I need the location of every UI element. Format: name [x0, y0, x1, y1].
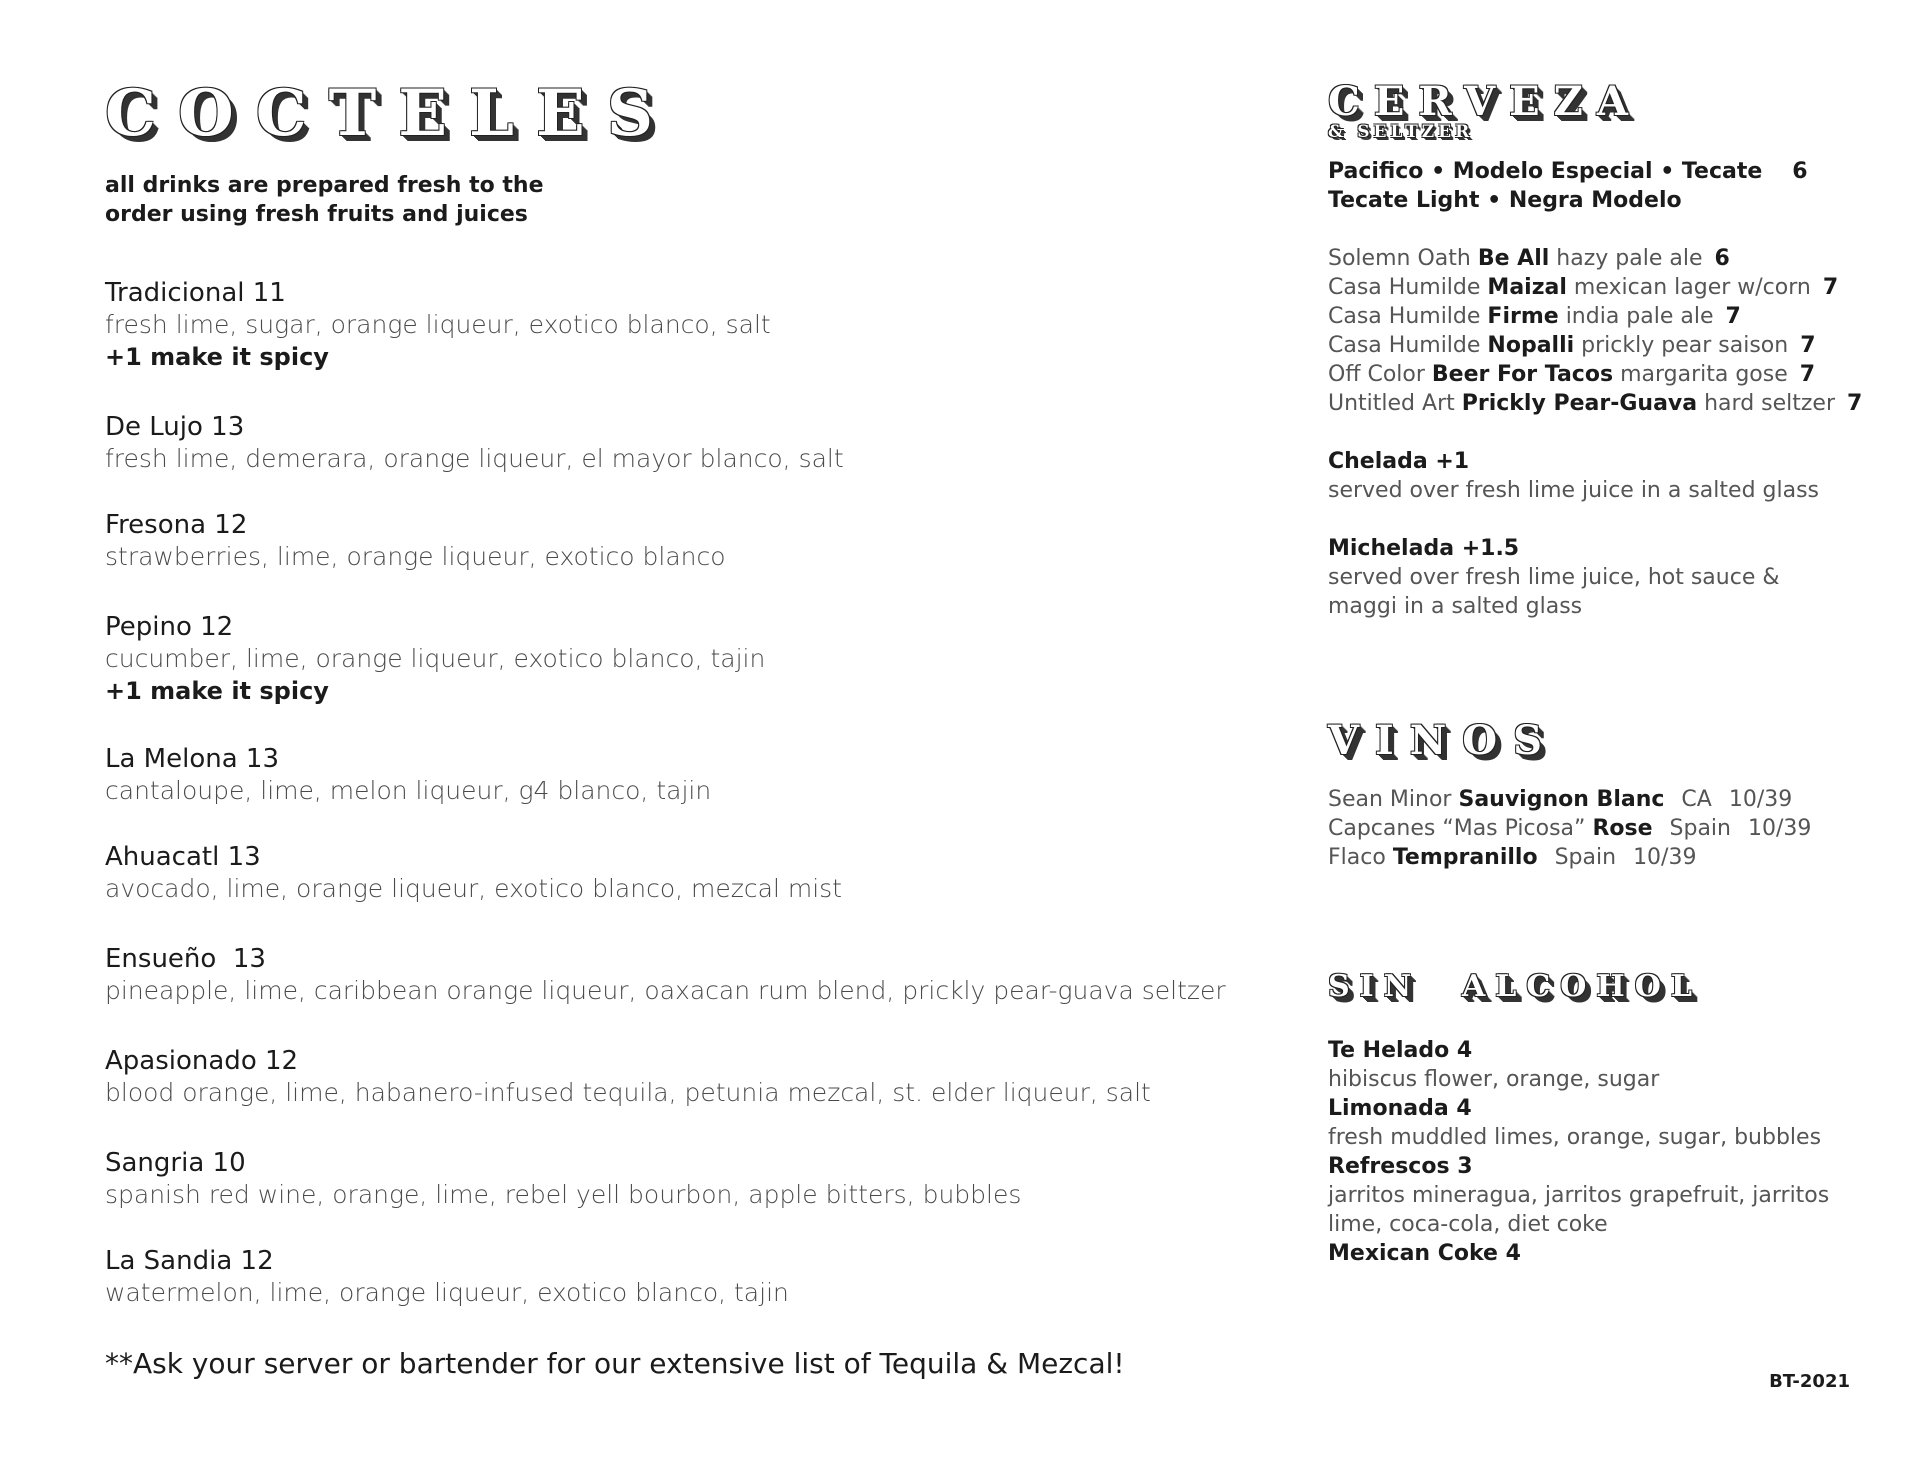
- ask-note: **Ask your server or bartender for our extensive list of Tequila & Mezcal!: [105, 1347, 1125, 1380]
- michelada-name: Michelada +1.5: [1328, 536, 1520, 561]
- sin-item-name: Refrescos 3: [1328, 1154, 1473, 1179]
- drink-name: Apasionado 12: [105, 1046, 299, 1076]
- wine-item: [1328, 814, 1908, 843]
- drink-item: [105, 943, 1285, 1007]
- wine-name: Tempranillo: [1392, 845, 1538, 870]
- wine-region: Spain: [1669, 816, 1731, 841]
- michelada: [1328, 534, 1908, 621]
- intro-line-2: order using fresh fruits and juices: [105, 202, 528, 227]
- intro-line-1: all drinks are prepared fresh to the: [105, 173, 544, 198]
- beer-style: india pale ale: [1565, 304, 1714, 329]
- wine-item: [1328, 785, 1908, 814]
- brewery: Casa Humilde: [1328, 304, 1481, 329]
- wine-name: Rose: [1592, 816, 1653, 841]
- wine-name: Sauvignon Blanc: [1458, 787, 1665, 812]
- beer-name: Maizal: [1487, 275, 1567, 300]
- cocteles-intro: [105, 171, 625, 229]
- michelada-desc-2: maggi in a salted glass: [1328, 594, 1583, 619]
- beer-price: 6: [1714, 246, 1730, 271]
- drink-desc: watermelon, lime, orange liqueur, exotico blanco, tajin: [105, 1278, 789, 1307]
- drink-name: La Sandia 12: [105, 1246, 274, 1276]
- michelada-desc-1: served over fresh lime juice, hot sauce &: [1328, 565, 1780, 590]
- sin-item-name: Te Helado 4: [1328, 1038, 1473, 1063]
- craft-beer-list: [1328, 244, 1908, 418]
- sin-item-name: Mexican Coke 4: [1328, 1241, 1521, 1266]
- cerveza-section: [1328, 78, 1908, 621]
- drink-name: Ahuacatl 13: [105, 842, 261, 872]
- drink-item: [105, 1045, 1285, 1109]
- domestic-line-2: Tecate Light • Negra Modelo: [1328, 188, 1682, 213]
- wine-price: 10/39: [1728, 787, 1793, 812]
- wine-list: [1328, 785, 1908, 872]
- sin-alcohol-list: [1328, 1036, 1908, 1268]
- drink-item: [105, 411, 1285, 475]
- drink-desc: avocado, lime, orange liqueur, exotico blanco, mezcal mist: [105, 874, 842, 903]
- drink-item: [105, 841, 1285, 905]
- sin-item-name: Limonada 4: [1328, 1096, 1472, 1121]
- sin-alcohol-section: [1328, 969, 1908, 1268]
- drink-name: La Melona 13: [105, 744, 280, 774]
- drink-name: Pepino 12: [105, 612, 234, 642]
- drink-item: [105, 1147, 1285, 1211]
- chelada-desc: served over fresh lime juice in a salted glass: [1328, 478, 1820, 503]
- chelada: [1328, 447, 1908, 505]
- drink-desc: cantaloupe, lime, melon liqueur, g4 blanco, tajin: [105, 776, 712, 805]
- sin-alcohol-title: SIN ALCOHOL: [1328, 969, 1702, 1004]
- sin-item-desc: fresh muddled limes, orange, sugar, bubbles: [1328, 1125, 1822, 1150]
- craft-beer-item: [1328, 360, 1908, 389]
- drink-name: Fresona 12: [105, 510, 248, 540]
- drink-item: [105, 277, 1285, 373]
- domestic-beers: [1328, 157, 1908, 215]
- domestic-line-1: [1328, 157, 1908, 186]
- beer-price: 7: [1800, 333, 1816, 358]
- drink-item: [105, 611, 1285, 707]
- domestic-price: 6: [1792, 159, 1808, 184]
- vinos-section: [1328, 717, 1908, 872]
- craft-beer-item: [1328, 389, 1908, 418]
- craft-beer-item: [1328, 273, 1908, 302]
- beer-style: margarita gose: [1620, 362, 1788, 387]
- drink-item: [105, 1245, 1285, 1309]
- cerveza-subtitle: & SELTZER: [1328, 122, 1474, 142]
- cocteles-title: COCTELES: [105, 76, 676, 151]
- beer-style: mexican lager w/corn: [1573, 275, 1811, 300]
- chelada-name: Chelada +1: [1328, 449, 1470, 474]
- drink-name: Ensueño 13: [105, 944, 266, 974]
- craft-beer-item: [1328, 244, 1908, 273]
- beer-name: Beer For Tacos: [1431, 362, 1614, 387]
- brewery: Casa Humilde: [1328, 275, 1481, 300]
- wine-item: [1328, 843, 1908, 872]
- sin-item-desc: hibiscus flower, orange, sugar: [1328, 1067, 1660, 1092]
- brewery: Casa Humilde: [1328, 333, 1481, 358]
- beer-name: Prickly Pear-Guava: [1461, 391, 1698, 416]
- drink-extra: +1 make it spicy: [105, 677, 329, 705]
- craft-beer-item: [1328, 302, 1908, 331]
- wine-price: 10/39: [1633, 845, 1697, 870]
- beer-price: 7: [1725, 304, 1741, 329]
- drink-desc: fresh lime, sugar, orange liqueur, exotico blanco, salt: [105, 310, 771, 339]
- cerveza-title: CERVEZA: [1328, 78, 1642, 125]
- drink-desc: blood orange, lime, habanero-infused tequila, petunia mezcal, st. elder liqueur, salt: [105, 1078, 1151, 1107]
- drink-name: Sangria 10: [105, 1148, 246, 1178]
- beer-style: prickly pear saison: [1581, 333, 1789, 358]
- brewery: Solemn Oath: [1328, 246, 1471, 271]
- sin-item-desc: lime, coca-cola, diet coke: [1328, 1212, 1608, 1237]
- beer-style: hard seltzer: [1704, 391, 1836, 416]
- cocteles-section: [105, 76, 1285, 1381]
- drink-desc: spanish red wine, orange, lime, rebel yell bourbon, apple bitters, bubbles: [105, 1180, 1022, 1209]
- beer-price: 7: [1847, 391, 1863, 416]
- wine-producer: Sean Minor: [1328, 787, 1452, 812]
- brewery: Off Color: [1328, 362, 1425, 387]
- vinos-title: VINOS: [1328, 717, 1559, 764]
- brewery: Untitled Art: [1328, 391, 1455, 416]
- drink-extra: +1 make it spicy: [105, 343, 329, 371]
- drink-desc: cucumber, lime, orange liqueur, exotico blanco, tajin: [105, 644, 766, 673]
- wine-region: CA: [1681, 787, 1712, 812]
- beer-name: Be All: [1477, 246, 1550, 271]
- drink-name: Tradicional 11: [105, 278, 286, 308]
- wine-producer: Capcanes “Mas Picosa”: [1328, 816, 1586, 841]
- drink-item: [105, 509, 1285, 573]
- wine-region: Spain: [1554, 845, 1617, 870]
- drink-name: De Lujo 13: [105, 412, 245, 442]
- drink-desc: fresh lime, demerara, orange liqueur, el mayor blanco, salt: [105, 444, 844, 473]
- drinks-column: [1328, 78, 1908, 1268]
- wine-producer: Flaco: [1328, 845, 1386, 870]
- drink-desc: pineapple, lime, caribbean orange liqueur, oaxacan rum blend, prickly pear-guava seltzer: [105, 976, 1226, 1005]
- beer-name: Firme: [1487, 304, 1559, 329]
- craft-beer-item: [1328, 331, 1908, 360]
- sin-item-desc: jarritos mineragua, jarritos grapefruit, jarritos: [1328, 1183, 1830, 1208]
- drink-desc: strawberries, lime, orange liqueur, exotico blanco: [105, 542, 726, 571]
- wine-price: 10/39: [1747, 816, 1812, 841]
- domestic-names: Pacifico • Modelo Especial • Tecate: [1328, 159, 1763, 184]
- beer-price: 7: [1799, 362, 1816, 387]
- drink-item: [105, 743, 1285, 807]
- footer-code: BT-2021: [1769, 1371, 1850, 1392]
- beer-price: 7: [1822, 275, 1839, 300]
- beer-name: Nopalli: [1487, 333, 1575, 358]
- beer-style: hazy pale ale: [1556, 246, 1703, 271]
